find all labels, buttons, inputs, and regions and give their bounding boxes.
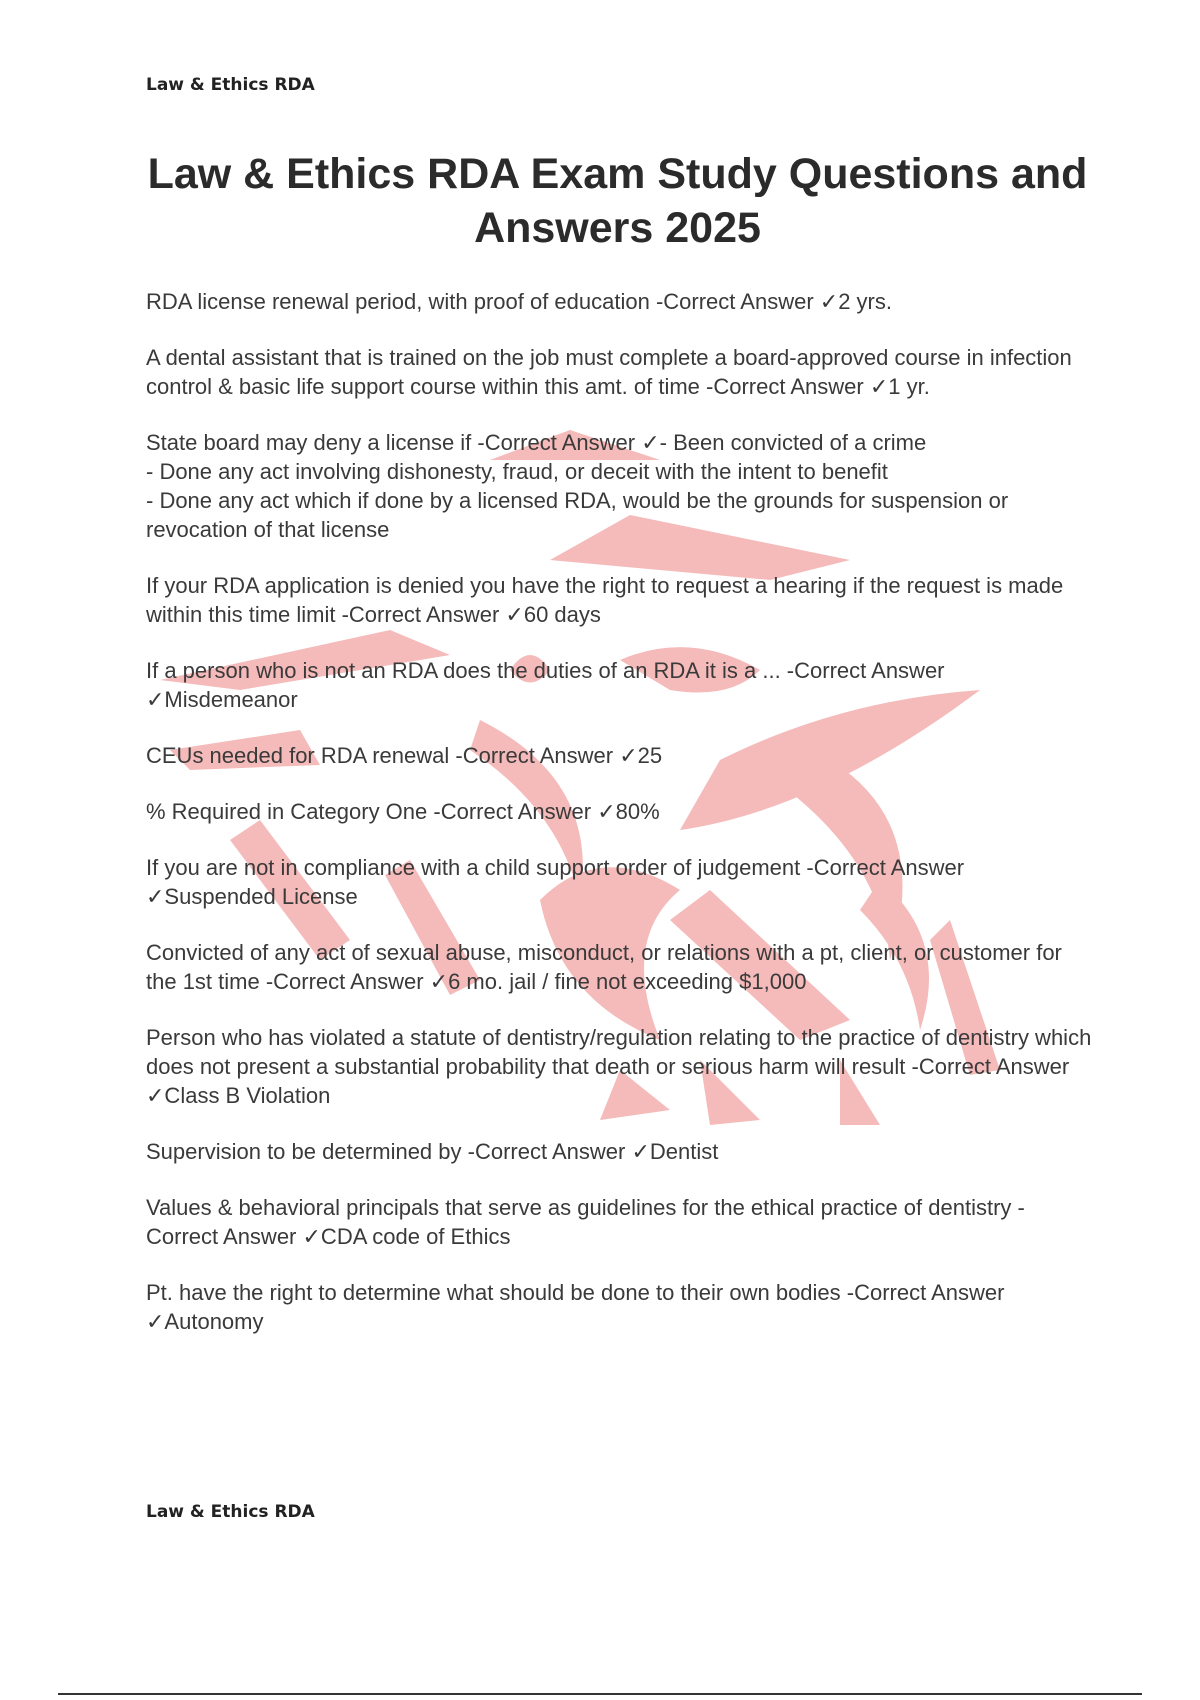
qa-item: RDA license renewal period, with proof of education -Correct Answer ✓2 yrs. bbox=[146, 289, 892, 314]
qa-item: If you are not in compliance with a child support order of judgement -Correct Answer ✓Suspended License bbox=[146, 855, 965, 909]
qa-item: If a person who is not an RDA does the duties of an RDA it is a ... -Correct Answer ✓Misdemeanor bbox=[146, 658, 945, 712]
qa-list bbox=[146, 287, 1096, 1363]
qa-item: Values & behavioral principals that serve as guidelines for the ethical practice of dentistry -Correct Answer ✓CDA code of Ethics bbox=[146, 1195, 1025, 1249]
qa-item: CEUs needed for RDA renewal -Correct Answer ✓25 bbox=[146, 743, 663, 768]
document-title: Law & Ethics RDA Exam Study Questions and Answers 2025 bbox=[147, 150, 1088, 252]
qa-item: If your RDA application is denied you have the right to request a hearing if the request is made within this time limit -Correct Answer ✓60 days bbox=[146, 573, 1064, 627]
qa-item: Person who has violated a statute of dentistry/regulation relating to the practice of dentistry which does not present a substantial probability that death or serious harm will result -Correct Answer ✓Class B Violation bbox=[146, 1025, 1092, 1108]
qa-item: % Required in Category One -Correct Answer ✓80% bbox=[146, 799, 660, 824]
qa-item: Pt. have the right to determine what should be done to their own bodies -Correct Answer ✓Autonomy bbox=[146, 1280, 1005, 1334]
qa-item: Convicted of any act of sexual abuse, misconduct, or relations with a pt, client, or customer for the 1st time -Correct Answer ✓6 mo. jail / fine not exceeding $1,000 bbox=[146, 940, 1062, 994]
qa-item: A dental assistant that is trained on the job must complete a board-approved course in infection control & basic life support course within this amt. of time -Correct Answer ✓1 yr. bbox=[146, 345, 1072, 399]
qa-item: Supervision to be determined by -Correct Answer ✓Dentist bbox=[146, 1139, 719, 1164]
page-divider bbox=[58, 1693, 1142, 1695]
qa-item: State board may deny a license if -Correct Answer ✓- Been convicted of a crime - Done any act involving dishonesty, fraud, or deceit with the intent to benefit - Done any act which if done by a licensed RDA, would be the grounds for suspension or revocation of that license bbox=[146, 430, 1009, 542]
running-footer: Law & Ethics RDA bbox=[146, 1502, 315, 1522]
running-header: Law & Ethics RDA bbox=[146, 75, 315, 95]
